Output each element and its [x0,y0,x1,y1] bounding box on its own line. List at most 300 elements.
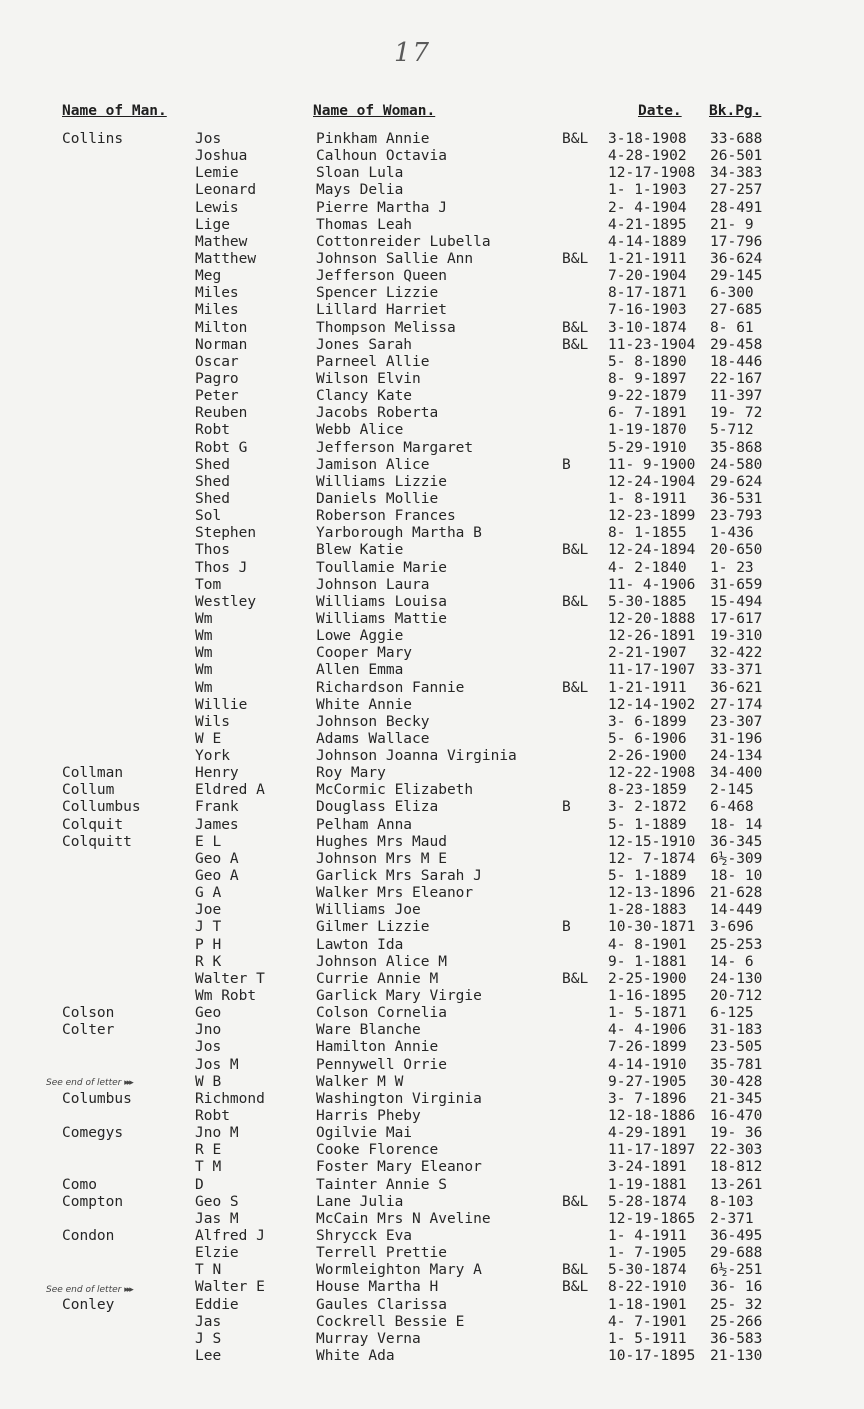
book-page: 36-345 [710,833,763,850]
table-row [0,1177,864,1194]
man-given-name: York [195,748,230,765]
man-given-name: James [195,816,239,833]
man-surname: Colquitt [62,833,132,850]
man-given-name: Tom [195,576,222,593]
book-page: 21-628 [710,885,763,902]
man-given-name: Shed [195,490,230,507]
table-row [0,782,864,799]
marriage-date: 4- 8-1901 [608,936,687,953]
man-given-name: Geo A [195,850,239,867]
woman-name: Williams Joe [316,902,421,919]
marriage-date: 5-28-1874 [608,1193,687,1210]
marriage-date: 1-16-1895 [608,988,687,1005]
marriage-date: 12-14-1902 [608,696,696,713]
woman-name: Daniels Mollie [316,490,439,507]
man-given-name: Oscar [195,353,239,370]
record-code: B&L [562,319,589,336]
table-row [0,954,864,971]
man-given-name: Miles [195,302,239,319]
record-code: B&L [562,1193,589,1210]
woman-name: Blew Katie [316,542,404,559]
woman-name: Toullamie Marie [316,559,447,576]
marriage-date: 3-18-1908 [608,131,687,147]
marriage-date: 1- 5-1871 [608,1005,687,1022]
woman-name: Yarborough Martha B [316,525,482,542]
man-given-name: Jos [195,1039,222,1056]
woman-name: Garlick Mary Virgie [316,988,482,1005]
marriage-date: 7-16-1903 [608,302,687,319]
table-row [0,902,864,919]
man-given-name: Wm [195,679,213,696]
table-row [0,1022,864,1039]
man-given-name: J S [195,1330,222,1347]
table-row [0,1091,864,1108]
marriage-date: 11-17-1907 [608,662,696,679]
book-page: 29-624 [710,473,763,490]
book-page: 33-371 [710,662,763,679]
woman-name: Jamison Alice [316,456,430,473]
table-row [0,491,864,508]
woman-name: Terrell Prettie [316,1245,447,1262]
header-name-of-woman: Name of Woman. [313,103,436,119]
woman-name: Parneel Allie [316,353,430,370]
table-row [0,697,864,714]
book-page: 24-580 [710,456,763,473]
man-given-name: Meg [195,268,222,285]
man-given-name: Miles [195,285,239,302]
table-row [0,148,864,165]
man-given-name: T M [195,1159,222,1176]
marriage-date: 12-26-1891 [608,628,696,645]
marriage-date: 4-28-1902 [608,148,687,165]
book-page: 17-617 [710,610,763,627]
man-given-name: Sol [195,508,222,525]
woman-name: Shrycck Eva [316,1228,413,1244]
man-given-name: Alfred J [195,1228,265,1244]
book-page: 19- 36 [710,1125,763,1142]
man-given-name: R E [195,1142,222,1159]
book-page: 32-422 [710,645,763,662]
marriage-date: 3- 6-1899 [608,713,687,730]
table-row [0,765,864,782]
marriage-date: 8- 1-1855 [608,525,687,542]
book-page: 21-130 [710,1347,763,1364]
table-row [0,1194,864,1211]
book-page: 13-261 [710,1176,763,1193]
man-given-name: Frank [195,799,239,816]
woman-name: Wilson Elvin [316,370,421,387]
man-given-name: J T [195,919,222,936]
man-given-name: Jno [195,1022,222,1039]
table-row [0,919,864,936]
book-page: 36-621 [710,679,763,696]
table-row [0,1005,864,1022]
man-given-name: Shed [195,456,230,473]
marriage-date: 2-21-1907 [608,645,687,662]
woman-name: Gilmer Lizzie [316,919,430,936]
table-row [0,405,864,422]
marriage-date: 5-29-1910 [608,439,687,456]
book-page: 31-183 [710,1022,763,1039]
man-surname: Como [62,1176,97,1193]
marriage-date: 2-25-1900 [608,970,687,987]
table-row [0,748,864,765]
page-number: 17 [394,38,432,68]
table-row [0,662,864,679]
book-page: 31-659 [710,576,763,593]
record-code: B&L [562,1279,589,1296]
man-given-name: Mathew [195,233,248,250]
table-row [0,440,864,457]
marriage-date: 11- 9-1900 [608,456,696,473]
book-page: 23-793 [710,508,763,525]
woman-name: Pinkham Annie [316,131,430,147]
table-row [0,714,864,731]
man-given-name: Thos [195,542,230,559]
marriage-date: 8-17-1871 [608,285,687,302]
book-page: 17-796 [710,233,763,250]
man-surname: Colquit [62,816,124,833]
note-text: See end of letter [46,1078,122,1088]
marriage-date: 1-19-1870 [608,422,687,439]
man-given-name: Eldred A [195,782,265,799]
woman-name: White Ada [316,1347,395,1364]
woman-name: Sloan Lula [316,165,404,182]
record-code: B [562,456,571,473]
woman-name: Webb Alice [316,422,404,439]
woman-name: Gaules Clarissa [316,1296,447,1313]
table-row [0,508,864,525]
marriage-records-table [0,131,864,1365]
marriage-date: 4- 2-1840 [608,559,687,576]
woman-name: Ware Blanche [316,1022,421,1039]
marriage-date: 12-17-1908 [608,165,696,182]
marriage-date: 5- 8-1890 [608,353,687,370]
man-given-name: Lemie [195,165,239,182]
book-page: 20-712 [710,988,763,1005]
table-row [0,302,864,319]
record-code: B&L [562,679,589,696]
book-page: 36- 16 [710,1279,763,1296]
marriage-date: 5-30-1885 [608,593,687,610]
table-row [0,131,864,148]
book-page: 1- 23 [710,559,754,576]
book-page: 33-688 [710,131,763,147]
woman-name: Pierre Martha J [316,199,447,216]
marriage-date: 10-17-1895 [608,1347,696,1364]
table-row [0,234,864,251]
marriage-date: 1- 5-1911 [608,1330,687,1347]
man-given-name: Wm [195,645,213,662]
book-page: 8- 61 [710,319,754,336]
table-row [0,1074,864,1091]
book-page: 18-446 [710,353,763,370]
table-row [0,1297,864,1314]
table-row [0,371,864,388]
woman-name: Jefferson Margaret [316,439,474,456]
book-page: 8-103 [710,1193,754,1210]
man-given-name: Walter E [195,1279,265,1296]
woman-name: Murray Verna [316,1330,421,1347]
man-given-name: P H [195,936,222,953]
man-given-name: Robt [195,1108,230,1125]
header-book-page: Bk.Pg. [709,103,762,119]
record-code: B&L [562,336,589,353]
man-given-name: D [195,1176,204,1193]
table-row [0,320,864,337]
man-given-name: Jno M [195,1125,239,1142]
man-given-name: E L [195,833,222,850]
marriage-date: 1-21-1911 [608,250,687,267]
woman-name: Cooper Mary [316,645,413,662]
man-surname: Collins [62,131,124,147]
table-row [0,971,864,988]
table-row [0,1159,864,1176]
woman-name: Washington Virginia [316,1090,482,1107]
man-surname: Collumbus [62,799,141,816]
woman-name: Johnson Joanna Virginia [316,748,517,765]
marriage-date: 10-30-1871 [608,919,696,936]
marriage-date: 12-15-1910 [608,833,696,850]
marriage-date: 3- 2-1872 [608,799,687,816]
table-row [0,577,864,594]
table-row [0,1108,864,1125]
man-given-name: Joshua [195,148,248,165]
man-given-name: Jas M [195,1210,239,1227]
woman-name: Garlick Mrs Sarah J [316,868,482,885]
table-row [0,799,864,816]
book-page: 23-505 [710,1039,763,1056]
book-page: 19-310 [710,628,763,645]
table-row [0,817,864,834]
man-given-name: Stephen [195,525,257,542]
man-given-name: Leonard [195,182,257,199]
marriage-date: 8-22-1910 [608,1279,687,1296]
woman-name: Harris Pheby [316,1108,421,1125]
marriage-date: 7-26-1899 [608,1039,687,1056]
marriage-date: 3-10-1874 [608,319,687,336]
man-surname: Collman [62,765,124,782]
record-code: B&L [562,593,589,610]
woman-name: Colson Cornelia [316,1005,447,1022]
marriage-date: 3- 7-1896 [608,1090,687,1107]
man-given-name: Joe [195,902,222,919]
book-page: 34-383 [710,165,763,182]
man-given-name: Eddie [195,1296,239,1313]
woman-name: Richardson Fannie [316,679,465,696]
table-row [0,988,864,1005]
marriage-date: 4- 7-1901 [608,1313,687,1330]
table-row [0,731,864,748]
woman-name: Allen Emma [316,662,404,679]
man-given-name: Willie [195,696,248,713]
table-row [0,645,864,662]
book-page: 6½-251 [710,1262,763,1279]
woman-name: Calhoun Octavia [316,148,447,165]
man-surname: Conley [62,1296,115,1313]
marriage-date: 12-20-1888 [608,610,696,627]
table-row [0,388,864,405]
marriage-date: 9-27-1905 [608,1073,687,1090]
man-given-name: Lewis [195,199,239,216]
marriage-date: 5- 6-1906 [608,730,687,747]
woman-name: Douglass Eliza [316,799,439,816]
man-surname: Colson [62,1005,115,1022]
man-given-name: Jos [195,131,222,147]
woman-name: Jefferson Queen [316,268,447,285]
woman-name: Johnson Sallie Ann [316,250,474,267]
woman-name: Mays Delia [316,182,404,199]
man-surname: Condon [62,1228,115,1244]
man-given-name: Jas [195,1313,222,1330]
woman-name: White Annie [316,696,413,713]
arrow-icon: ▸▸▸ [124,1078,132,1088]
marriage-date: 12-24-1904 [608,473,696,490]
table-row [0,422,864,439]
table-row [0,1142,864,1159]
woman-name: McCormic Elizabeth [316,782,474,799]
man-given-name: Geo S [195,1193,239,1210]
header-date: Date. [638,103,682,119]
record-code: B&L [562,542,589,559]
woman-name: Johnson Mrs M E [316,850,447,867]
man-given-name: Richmond [195,1090,265,1107]
marriage-date: 12-22-1908 [608,765,696,782]
marriage-date: 12-13-1896 [608,885,696,902]
woman-name: Roy Mary [316,765,386,782]
man-surname: Colter [62,1022,115,1039]
woman-name: Johnson Laura [316,576,430,593]
book-page: 25-253 [710,936,763,953]
book-page: 23-307 [710,713,763,730]
table-row [0,457,864,474]
man-given-name: Jos M [195,1056,239,1073]
book-page: 34-400 [710,765,763,782]
marriage-date: 7-20-1904 [608,268,687,285]
woman-name: Johnson Becky [316,713,430,730]
book-page: 6-468 [710,799,754,816]
marriage-date: 4- 4-1906 [608,1022,687,1039]
table-row [0,182,864,199]
book-page: 15-494 [710,593,763,610]
record-code: B [562,919,571,936]
book-page: 3-696 [710,919,754,936]
table-row [0,628,864,645]
woman-name: Jacobs Roberta [316,405,439,422]
woman-name: Pennywell Orrie [316,1056,447,1073]
marriage-date: 5-30-1874 [608,1262,687,1279]
man-given-name: Robt G [195,439,248,456]
woman-name: Johnson Alice M [316,953,447,970]
table-row [0,474,864,491]
book-page: 25- 32 [710,1296,763,1313]
marriage-date: 9- 1-1881 [608,953,687,970]
woman-name: Foster Mary Eleanor [316,1159,482,1176]
book-page: 27-174 [710,696,763,713]
woman-name: Hughes Mrs Maud [316,833,447,850]
book-page: 35-868 [710,439,763,456]
table-row [0,560,864,577]
book-page: 21- 9 [710,216,754,233]
man-surname: Compton [62,1193,124,1210]
woman-name: Lowe Aggie [316,628,404,645]
book-page: 27-257 [710,182,763,199]
book-page: 26-501 [710,148,763,165]
book-page: 36-495 [710,1228,763,1244]
table-row [0,285,864,302]
woman-name: Jones Sarah [316,336,413,353]
woman-name: Lillard Harriet [316,302,447,319]
man-given-name: Robt [195,422,230,439]
woman-name: Ogilvie Mai [316,1125,413,1142]
table-row [0,937,864,954]
book-page: 19- 72 [710,405,763,422]
woman-name: Cockrell Bessie E [316,1313,465,1330]
man-given-name: Matthew [195,250,257,267]
marriage-date: 3-24-1891 [608,1159,687,1176]
book-page: 27-685 [710,302,763,319]
table-row [0,217,864,234]
record-code: B [562,799,571,816]
table-row [0,354,864,371]
marriage-date: 4-14-1889 [608,233,687,250]
marriage-date: 8- 9-1897 [608,370,687,387]
table-row [0,680,864,697]
marriage-date: 12-18-1886 [608,1108,696,1125]
table-row [0,1039,864,1056]
marriage-date: 1-18-1901 [608,1296,687,1313]
man-given-name: Lige [195,216,230,233]
man-given-name: Wm Robt [195,988,257,1005]
table-row [0,1331,864,1348]
table-row [0,885,864,902]
woman-name: Walker Mrs Eleanor [316,885,474,902]
man-surname: Comegys [62,1125,124,1142]
woman-name: Roberson Frances [316,508,456,525]
book-page: 6-125 [710,1005,754,1022]
table-row [0,542,864,559]
marriage-date: 2-26-1900 [608,748,687,765]
book-page: 6-300 [710,285,754,302]
table-row [0,594,864,611]
book-page: 30-428 [710,1073,763,1090]
man-given-name: Norman [195,336,248,353]
marriage-date: 5- 1-1889 [608,816,687,833]
woman-name: Currie Annie M [316,970,439,987]
book-page: 28-491 [710,199,763,216]
book-page: 36-624 [710,250,763,267]
book-page: 36-583 [710,1330,763,1347]
marriage-date: 1-19-1881 [608,1176,687,1193]
woman-name: Williams Mattie [316,610,447,627]
woman-name: Williams Louisa [316,593,447,610]
table-row [0,1279,864,1296]
table-row [0,834,864,851]
table-row [0,165,864,182]
book-page: 18- 10 [710,868,763,885]
woman-name: House Martha H [316,1279,439,1296]
man-given-name: Shed [195,473,230,490]
table-row [0,200,864,217]
book-page: 35-781 [710,1056,763,1073]
table-row [0,1211,864,1228]
woman-name: Adams Wallace [316,730,430,747]
man-given-name: T N [195,1262,222,1279]
man-given-name: Wm [195,662,213,679]
record-code: B&L [562,131,589,147]
book-page: 16-470 [710,1108,763,1125]
book-page: 5-712 [710,422,754,439]
